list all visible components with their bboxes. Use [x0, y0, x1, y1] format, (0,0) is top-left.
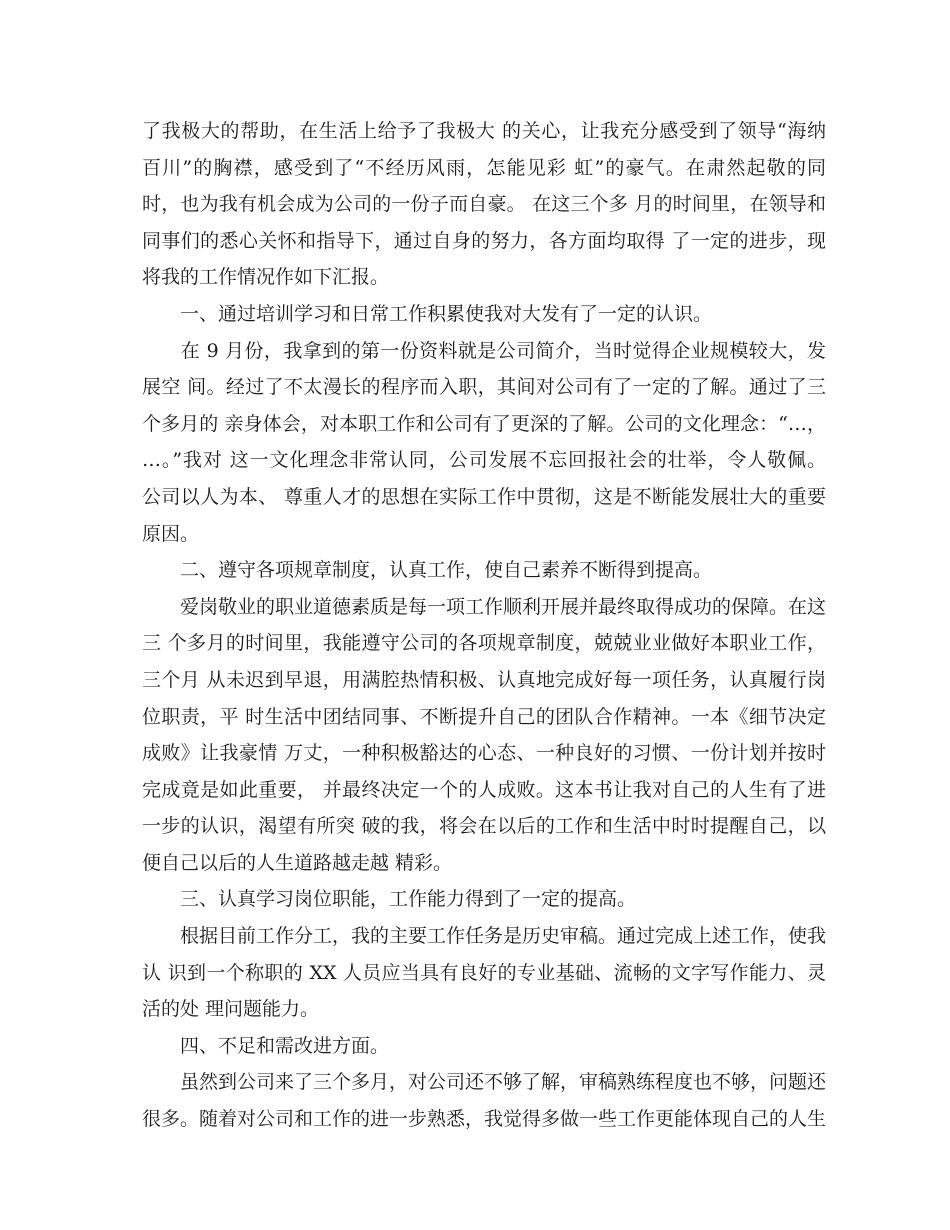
text-line: 时，也为我有机会成为公司的一份子而自豪。 在这三个多 月的时间里，在领导和: [142, 193, 826, 216]
text-line: 了我极大的帮助，在生活上给予了我极大 的关心，让我充分感受到了领导“海纳: [142, 120, 826, 142]
text-line: 成败》让我豪情 万丈，一种积极豁达的心态、一种良好的习惯、一份计划并按时: [142, 742, 826, 765]
section-heading: 三、认真学习岗位职能，工作能力得到了一定的提高。: [142, 888, 637, 911]
text-line: 将我的工作情况作如下汇报。: [142, 266, 390, 289]
section-heading: 四、不足和需改进方面。: [142, 1034, 390, 1057]
text-line: 虽然到公司来了三个多月，对公司还不够了解，审稿熟练程度也不够，问题还: [142, 1071, 826, 1094]
text-line: 展空 间。经过了不太漫长的程序而入职，其间对公司有了一定的了解。通过了三: [142, 376, 826, 399]
text-line: 很多。随着对公司和工作的进一步熟悉，我觉得多做一些工作更能体现自己的人生: [142, 1108, 826, 1131]
text-line: 根据目前工作分工，我的主要工作任务是历史审稿。通过完成上述工作，使我: [142, 925, 826, 948]
section-heading: 一、通过培训学习和日常工作积累使我对大发有了一定的认识。: [142, 302, 713, 325]
document-body: [142, 113, 826, 1138]
text-line: 活的处 理问题能力。: [142, 998, 320, 1021]
text-line: 三 个多月的时间里，我能遵守公司的各项规章制度，兢兢业业做好本职业工作，: [142, 632, 826, 655]
text-line: …。”我对 这一文化理念非常认同，公司发展不忘回报社会的壮举，令人敬佩。: [142, 449, 826, 472]
text-line: 同事们的悉心关怀和指导下，通过自身的努力，各方面均取得 了一定的进步，现: [142, 229, 826, 252]
text-line: 原因。: [142, 522, 200, 545]
text-line: 公司以人为本、 尊重人才的思想在实际工作中贯彻，这是不断能发展壮大的重要: [142, 485, 826, 508]
text-line: 完成竟是如此重要， 并最终决定一个的人成败。这本书让我对自己的人生有了进: [142, 778, 826, 801]
text-line: 位职责，平 时生活中团结同事、不断提升自己的团队合作精神。一本《细节决定: [142, 705, 826, 728]
text-line: 三个月 从未迟到早退，用满腔热情积极、认真地完成好每一项任务，认真履行岗: [142, 668, 826, 691]
text-line: 便自己以后的人生道路越走越 精彩。: [142, 851, 453, 874]
text-line: 个多月的 亲身体会，对本职工作和公司有了更深的了解。公司的文化理念：“…，: [142, 412, 826, 435]
text-line: 爱岗敬业的职业道德素质是每一项工作顺利开展并最终取得成功的保障。在这: [142, 595, 826, 618]
text-line: 一步的认识，渴望有所突 破的我，将会在以后的工作和生活中时时提醒自己，以: [142, 815, 826, 838]
text-line: 百川”的胸襟，感受到了“不经历风雨，怎能见彩 虹”的豪气。在肃然起敬的同: [142, 156, 826, 179]
text-line: 在 9 月份，我拿到的第一份资料就是公司简介，当时觉得企业规模较大，发: [142, 339, 826, 362]
section-heading: 二、遵守各项规章制度，认真工作，使自己素养不断得到提高。: [142, 559, 713, 582]
text-line: 认 识到一个称职的 XX 人员应当具有良好的专业基础、流畅的文字写作能力、灵: [142, 961, 826, 984]
